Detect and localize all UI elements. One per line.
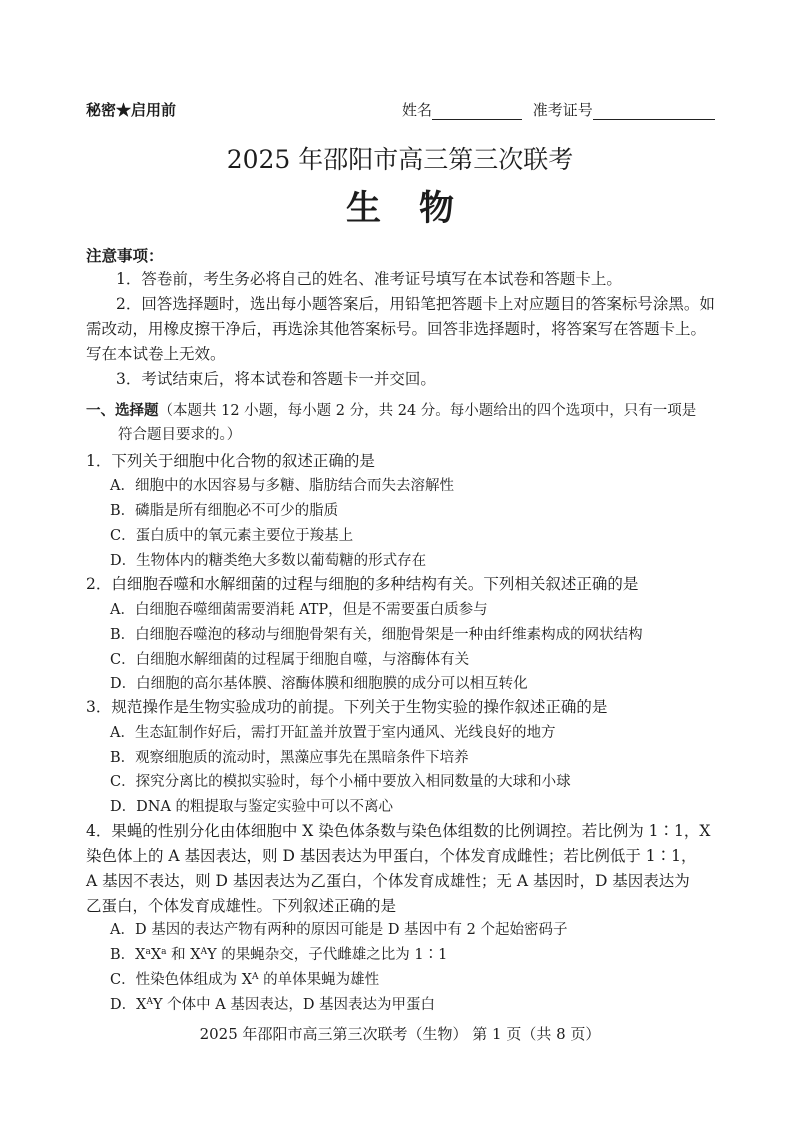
page-footer: 2025 年邵阳市高三第三次联考（生物） 第 1 页（共 8 页） bbox=[199, 1025, 601, 1043]
note-item-2: 2．回答选择题时，选出每小题答案后，用铅笔把答题卡上对应题目的答案标号涂黑。如 bbox=[116, 295, 715, 313]
question-4-stem-cont: 乙蛋白，个体发育成雄性。下列叙述正确的是 bbox=[86, 897, 397, 915]
note-item-2-cont: 写在本试卷上无效。 bbox=[86, 345, 226, 363]
question-2-option-c: C．白细胞水解细菌的过程属于细胞自噬，与溶酶体有关 bbox=[110, 652, 470, 668]
question-3-option-a: A．生态缸制作好后，需打开缸盖并放置于室内通风、光线良好的地方 bbox=[110, 725, 556, 741]
question-3-option-c: C．探究分离比的模拟实验时，每个小桶中要放入相同数量的大球和小球 bbox=[110, 774, 571, 790]
notes-heading: 注意事项： bbox=[86, 246, 164, 265]
question-4-option-c: C．性染色体组成为 $X^A$ 的单体果蝇为雄性 bbox=[110, 972, 380, 988]
subject-title: 生物 bbox=[345, 188, 492, 229]
question-1-option-d: D．生物体内的糖类绝大多数以葡萄糖的形式存在 bbox=[110, 553, 427, 569]
question-4-option-d: D．$X^AY$ 个体中 A 基因表达，D 基因表达为甲蛋白 bbox=[110, 997, 436, 1013]
question-4-stem-cont: A 基因不表达，则 D 基因表达为乙蛋白，个体发育成雄性；无 A 基因时，D 基因表达为 bbox=[86, 872, 690, 890]
exam-title: 2025 年邵阳市高三第三次联考 bbox=[226, 145, 574, 174]
exam-id-label: 准考证号 bbox=[532, 101, 593, 119]
section-label: 一、选择题 bbox=[86, 402, 159, 419]
question-3-option-d: D．DNA 的粗提取与鉴定实验中可以不离心 bbox=[110, 799, 394, 815]
question-3-stem: 3．规范操作是生物实验成功的前提。下列关于生物实验的操作叙述正确的是 bbox=[86, 698, 608, 716]
note-item-1: 1．答卷前，考生务必将自己的姓名、准考证号填写在本试卷和答题卡上。 bbox=[116, 270, 622, 288]
question-2-option-d: D．白细胞的高尔基体膜、溶酶体膜和细胞膜的成分可以相互转化 bbox=[110, 676, 528, 692]
question-2-option-b: B．白细胞吞噬泡的移动与细胞骨架有关，细胞骨架是一种由纤维素构成的网状结构 bbox=[110, 627, 643, 643]
note-item-2-cont: 需改动，用橡皮擦干净后，再选涂其他答案标号。回答非选择题时，将答案写在答题卡上。 bbox=[86, 320, 707, 338]
question-4-stem-cont: 染色体上的 A 基因表达，则 D 基因表达为甲蛋白，个体发育成雌性；若比例低于 1∶1， bbox=[86, 847, 697, 865]
question-1-option-b: B．磷脂是所有细胞必不可少的脂质 bbox=[110, 503, 339, 519]
candidate-info bbox=[402, 99, 715, 120]
section-desc: （本题共 12 小题，每小题 2 分，共 24 分。每小题给出的四个选项中，只有一项是 bbox=[158, 403, 697, 419]
question-1-option-a: A．细胞中的水因容易与多糖、脂肪结合而失去溶解性 bbox=[110, 478, 454, 494]
section-desc-cont: 符合题目要求的。） bbox=[118, 427, 242, 443]
question-2-option-a: A．白细胞吞噬细菌需要消耗 ATP，但是不需要蛋白质参与 bbox=[110, 602, 488, 618]
name-blank bbox=[432, 102, 522, 120]
question-4-option-a: A．D 基因的表达产物有两种的原因可能是 D 基因中有 2 个起始密码子 bbox=[110, 922, 568, 938]
question-1-option-c: C．蛋白质中的氧元素主要位于羧基上 bbox=[110, 528, 354, 544]
question-4-option-b: B．$X^aX^a$ 和 $X^AY$ 的果蝇杂交，子代雌雄之比为 1∶1 bbox=[110, 947, 448, 963]
section-heading bbox=[86, 399, 696, 420]
note-item-3: 3．考试结束后，将本试卷和答题卡一并交回。 bbox=[116, 370, 436, 388]
confidential-mark: 秘密★启用前 bbox=[86, 101, 177, 119]
question-2-stem: 2．白细胞吞噬和水解细菌的过程与细胞的多种结构有关。下列相关叙述正确的是 bbox=[86, 575, 639, 593]
question-4-stem: 4．果蝇的性别分化由体细胞中 X 染色体条数与染色体组数的比例调控。若比例为 1∶1，X bbox=[86, 822, 711, 840]
name-label: 姓名 bbox=[402, 101, 433, 119]
question-3-option-b: B．观察细胞质的流动时，黑藻应事先在黑暗条件下培养 bbox=[110, 750, 469, 766]
question-1-stem: 1．下列关于细胞中化合物的叙述正确的是 bbox=[86, 452, 375, 470]
exam-id-blank bbox=[593, 102, 715, 120]
